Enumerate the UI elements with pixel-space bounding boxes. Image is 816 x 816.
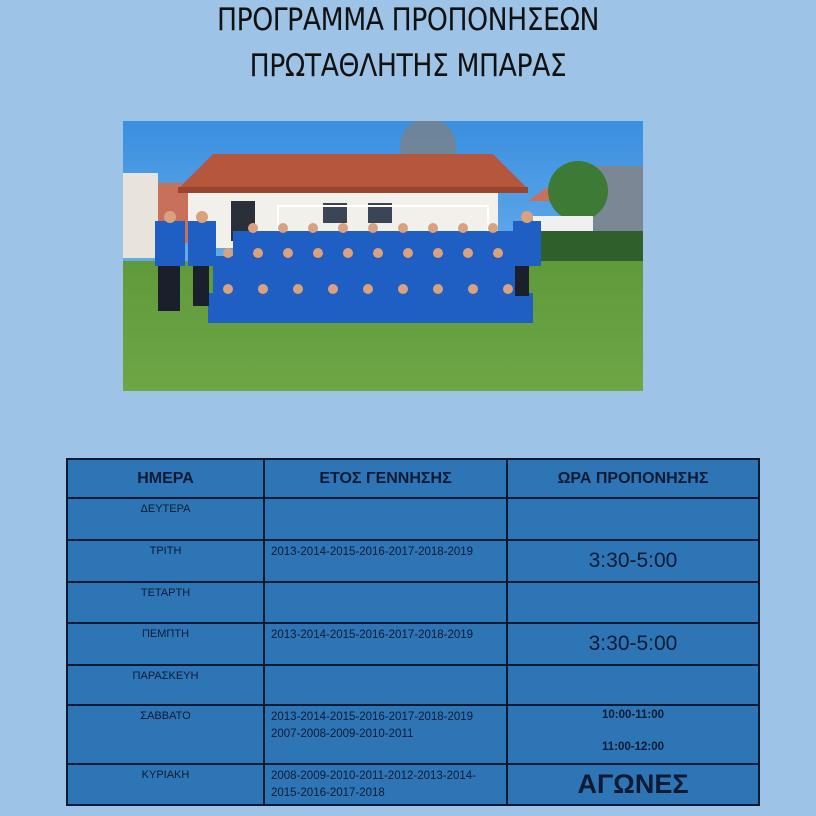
time-cell: 3:30-5:00 [507, 623, 759, 665]
time-cell [507, 498, 759, 540]
day-cell: ΔΕΥΤΕΡΑ [67, 498, 264, 540]
page-title-line2: ΠΡΩΤΑΘΛΗΤΗΣ ΜΠΑΡΑΣ [249, 48, 567, 84]
matches-cell: ΑΓΩΝΕΣ [507, 764, 759, 805]
years-cell: 2008-2009-2010-2011-2012-2013-2014-2015-2016-2017-2018 [264, 764, 507, 805]
time-line: 10:00-11:00 [601, 709, 665, 721]
day-cell: ΤΡΙΤΗ [67, 540, 264, 582]
team-photo [123, 121, 643, 391]
time-line: 11:00-12:00 [601, 741, 665, 753]
table-row [67, 498, 759, 540]
table-row [67, 582, 759, 623]
years-line: 2013-2014-2015-2016-2017-2018-2019 [271, 711, 474, 723]
table-row [67, 665, 759, 705]
header-training-time: ΩΡΑ ΠΡΟΠΟΝΗΣΗΣ [507, 459, 759, 498]
training-schedule-table [66, 458, 760, 806]
day-cell: ΣΑΒΒΑΤΟ [67, 705, 264, 764]
header-day: ΗΜΕΡΑ [67, 459, 264, 498]
day-cell: ΤΕΤΑΡΤΗ [67, 582, 264, 623]
day-cell: ΠΑΡΑΣΚΕΥΗ [67, 665, 264, 705]
time-cell [507, 705, 759, 764]
years-line: 2007-2008-2009-2010-2011 [271, 728, 414, 740]
table-row [67, 540, 759, 582]
day-cell: ΚΥΡΙΑΚΗ [67, 764, 264, 805]
time-cell [507, 582, 759, 623]
header-birth-year: ΕΤΟΣ ΓΕΝΝΗΣΗΣ [264, 459, 507, 498]
day-cell: ΠΕΜΠΤΗ [67, 623, 264, 665]
years-cell: 2013-2014-2015-2016-2017-2018-2019 [264, 540, 507, 582]
years-cell [264, 665, 507, 705]
page-title-line1: ΠΡΟΓΡΑΜΜΑ ΠΡΟΠΟΝΗΣΕΩΝ [216, 2, 600, 38]
table-row [67, 764, 759, 805]
time-cell: 3:30-5:00 [507, 540, 759, 582]
table-row [67, 705, 759, 764]
years-cell [264, 582, 507, 623]
years-cell: 2013-2014-2015-2016-2017-2018-2019 [264, 623, 507, 665]
years-cell [264, 498, 507, 540]
table-header-row [67, 459, 759, 498]
years-cell [264, 705, 507, 764]
time-cell [507, 665, 759, 705]
team-photo-image-icon [123, 121, 643, 391]
table-row [67, 623, 759, 665]
